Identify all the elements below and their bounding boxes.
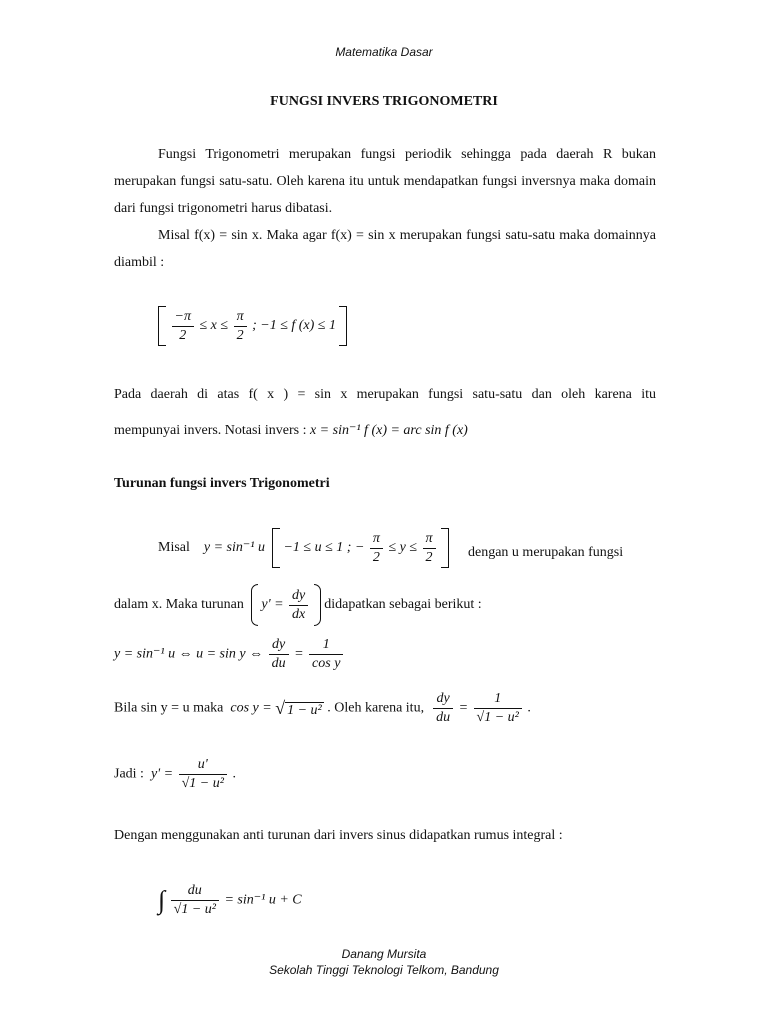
dengan-u-text: dengan u merupakan fungsi	[468, 545, 624, 560]
page-title: FUNGSI INVERS TRIGONOMETRI	[270, 94, 498, 109]
fraction-pi-over-2: $\frac{\pi}{2}$	[423, 530, 436, 567]
pada-daerah-line: Pada daerah di atas f( x ) = sin x merupakan fungsi satu-satu dan oleh karena itu	[114, 387, 656, 402]
fraction-pi-over-2: $\frac{\pi}{2}$	[370, 530, 383, 567]
notation-line: mempunyai invers. Notasi invers : x = sin⁻¹ f (x) = arc sin f (x)	[114, 423, 468, 438]
misal-paragraph: Misal f(x) = sin x. Maka agar f(x) = sin x merupakan fungsi satu-satu maka domainnya diambil :	[114, 228, 656, 270]
left-paren	[251, 584, 258, 626]
turunan-line: dalam x. Maka turunan y' = $\frac{dy}{dx}$ didapatkan sebagai berikut :	[114, 584, 482, 626]
inverse-notation: x = sin⁻¹ f (x) = arc sin f (x)	[309, 423, 468, 438]
anti-turunan-line: Dengan menggunakan anti turunan dari invers sinus didapatkan rumus integral :	[114, 828, 563, 843]
integral-sign: ∫	[158, 885, 166, 915]
page-header: Matematika Dasar	[335, 45, 433, 59]
bila-line: Bila sin y = u maka cos y = √ 1 − u² . Oleh karena itu, $\frac{dy}{du}$ = $\frac{1}{\text{√1 − u²}}$ .	[114, 691, 531, 725]
sqrt-one-minus-u2: √ 1 − u²	[275, 698, 322, 718]
fraction-one-over-sqrt: $\frac{1}{\text{√1 − u²}}$	[474, 690, 522, 727]
fraction-one-over-cos-y: $\frac{1}{\text{cos y}}$	[309, 636, 343, 673]
misal-formula: Misal y = sin⁻¹ u −1 ≤ u ≤ 1 ; − $\frac{\pi}{2}$ ≤ y ≤ $\frac{\pi}{2}$	[158, 528, 449, 568]
fraction-dy-dx: $\frac{dy}{dx}$	[289, 587, 308, 624]
right-paren	[314, 584, 321, 626]
left-bracket	[272, 528, 280, 568]
fraction-dy-du: $\frac{dy}{du}$	[269, 636, 289, 673]
section-heading: Turunan fungsi invers Trigonometri	[114, 476, 330, 491]
fraction-pi-over-2: $\frac{\pi}{2}$	[234, 308, 247, 345]
right-bracket	[441, 528, 449, 568]
jadi-line: Jadi : y' = $\frac{u'}{\text{√1 − u²}}$ .	[114, 757, 236, 791]
page-footer	[0, 946, 768, 978]
fraction-dy-du: $\frac{dy}{du}$	[433, 690, 453, 727]
footer-author: Danang Mursita	[341, 947, 427, 961]
fraction-minus-pi-over-2: $\frac{-\pi}{2}$	[172, 308, 194, 345]
footer-affiliation: Sekolah Tinggi Teknologi Telkom, Bandung	[269, 963, 499, 977]
left-bracket	[158, 306, 166, 346]
integral-formula: ∫ $\frac{du}{\text{√1 − u²}}$ = sin⁻¹ u + C	[158, 883, 302, 917]
fraction-du-over-sqrt: $\frac{du}{\text{√1 − u²}}$	[171, 882, 219, 919]
domain-formula: $\frac{-\pi}{2}$ ≤ x ≤ $\frac{\pi}{2}$ ; −1 ≤ f (x) ≤ 1	[158, 306, 347, 346]
fraction-uprime-over-sqrt: $\frac{u'}{\text{√1 − u²}}$	[179, 756, 227, 793]
intro-paragraph: Fungsi Trigonometri merupakan fungsi periodik sehingga pada daerah R bukan merupakan fungsi satu-satu. Oleh karena itu untuk mendapatkan fungsi inversnya maka domain dari fungsi trigonometri harus dibatasi.	[114, 147, 656, 216]
chain-rule-formula: y = sin⁻¹ u ⇔ u = sin y ⇔ $\frac{dy}{du}$ = $\frac{1}{\text{cos y}}$	[114, 636, 345, 673]
right-bracket	[339, 306, 347, 346]
